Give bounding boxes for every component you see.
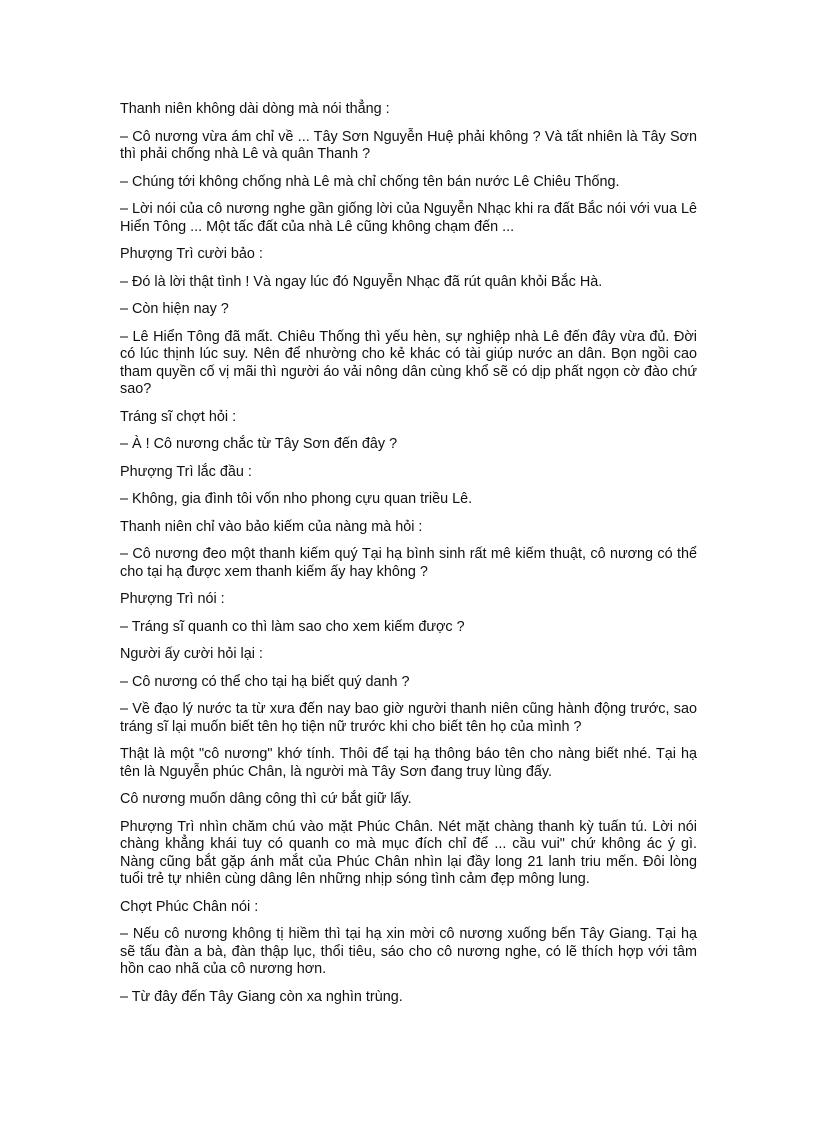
paragraph: – Đó là lời thật tình ! Và ngay lúc đó Nguyễn Nhạc đã rút quân khỏi Bắc Hà. [120, 273, 603, 290]
paragraph: – Về đạo lý nước ta từ xưa đến nay bao giờ người thanh niên cũng hành động trước, sao tráng sĩ lại muốn biết tên họ tiện nữ trước khi cho biết tên họ của mình ? [120, 701, 697, 735]
paragraph: Thanh niên chỉ vào bảo kiếm của nàng mà hỏi : [120, 518, 423, 535]
paragraph: – Từ đây đến Tây Giang còn xa nghìn trùng. [120, 988, 403, 1005]
paragraph: – À ! Cô nương chắc từ Tây Sơn đến đây ? [120, 436, 398, 452]
paragraph: – Cô nương đeo một thanh kiếm quý Tại hạ bình sinh rất mê kiếm thuật, cô nương có thể cho tại hạ được xem thanh kiếm ấy hay không ? [120, 546, 697, 580]
paragraph: – Cô nương có thể cho tại hạ biết quý danh ? [120, 673, 410, 690]
paragraph: – Lời nói của cô nương nghe gần giống lời của Nguyễn Nhạc khi ra đất Bắc nói với vua Lê Hiển Tông ... Một tấc đất của nhà Lê cũng không chạm đến ... [120, 201, 697, 235]
paragraph: – Lê Hiển Tông đã mất. Chiêu Thống thì yếu hèn, sự nghiệp nhà Lê đến đây vừa đủ. Đời có lúc thịnh lúc suy. Nên để nhường cho kẻ khác có tài giúp nước an dân. Bọn ngồi cao tham quyền cố vị mãi thì người áo vải nông dân cùng khổ sẽ có dịp phất ngọn cờ đào chứ sao? [120, 328, 697, 397]
document-page [120, 101, 697, 1016]
paragraph: Phượng Trì lắc đầu : [120, 463, 252, 480]
paragraph: Cô nương muốn dâng công thì cứ bắt giữ lấy. [120, 791, 412, 807]
paragraph: – Nếu cô nương không tị hiềm thì tại hạ xin mời cô nương xuống bến Tây Giang. Tại hạ sẽ tấu đàn a bà, đàn thập lục, thổi tiêu, sáo cho cô nương nghe, có lẽ thích hợp với tâm hồn cao nhã của cô nương hơn. [120, 926, 697, 977]
paragraph: Tráng sĩ chợt hỏi : [120, 408, 237, 425]
paragraph: – Cô nương vừa ám chỉ về ... Tây Sơn Nguyễn Huệ phải không ? Và tất nhiên là Tây Sơn thì phải chống nhà Lê và quân Thanh ? [120, 128, 697, 162]
paragraph: – Còn hiện nay ? [120, 301, 229, 317]
paragraph: Chợt Phúc Chân nói : [120, 898, 259, 915]
paragraph: Phượng Trì nói : [120, 591, 225, 607]
paragraph: – Không, gia đình tôi vốn nho phong cựu quan triều Lê. [120, 491, 473, 507]
paragraph: Người ấy cười hỏi lại : [120, 646, 263, 662]
paragraph: Thanh niên không dài dòng mà nói thẳng : [120, 101, 390, 117]
paragraph: Thật là một "cô nương" khớ tính. Thôi để tại hạ thông báo tên cho nàng biết nhé. Tại hạ tên là Nguyễn phúc Chân, là người mà Tây Sơn đang truy lùng đấy. [120, 746, 697, 780]
paragraph: – Chúng tới không chống nhà Lê mà chỉ chống tên bán nước Lê Chiêu Thống. [120, 173, 620, 190]
paragraph: – Tráng sĩ quanh co thì làm sao cho xem kiếm được ? [120, 618, 465, 635]
paragraph: Phượng Trì nhìn chăm chú vào mặt Phúc Chân. Nét mặt chàng thanh kỳ tuấn tú. Lời nói chàng khẳng khái tuy có quanh co mà mục đích chỉ để ... cầu vui" chứ không ác ý gì. Nàng cũng bắt gặp ánh mắt của Phúc Chân nhìn lại đầy long 21 lanh triu mến. Đôi lòng tuổi trẻ tự nhiên cùng dâng lên những nhịp sóng tình cảm đẹp mông lung. [120, 818, 697, 887]
paragraph: Phượng Trì cười bảo : [120, 246, 263, 262]
